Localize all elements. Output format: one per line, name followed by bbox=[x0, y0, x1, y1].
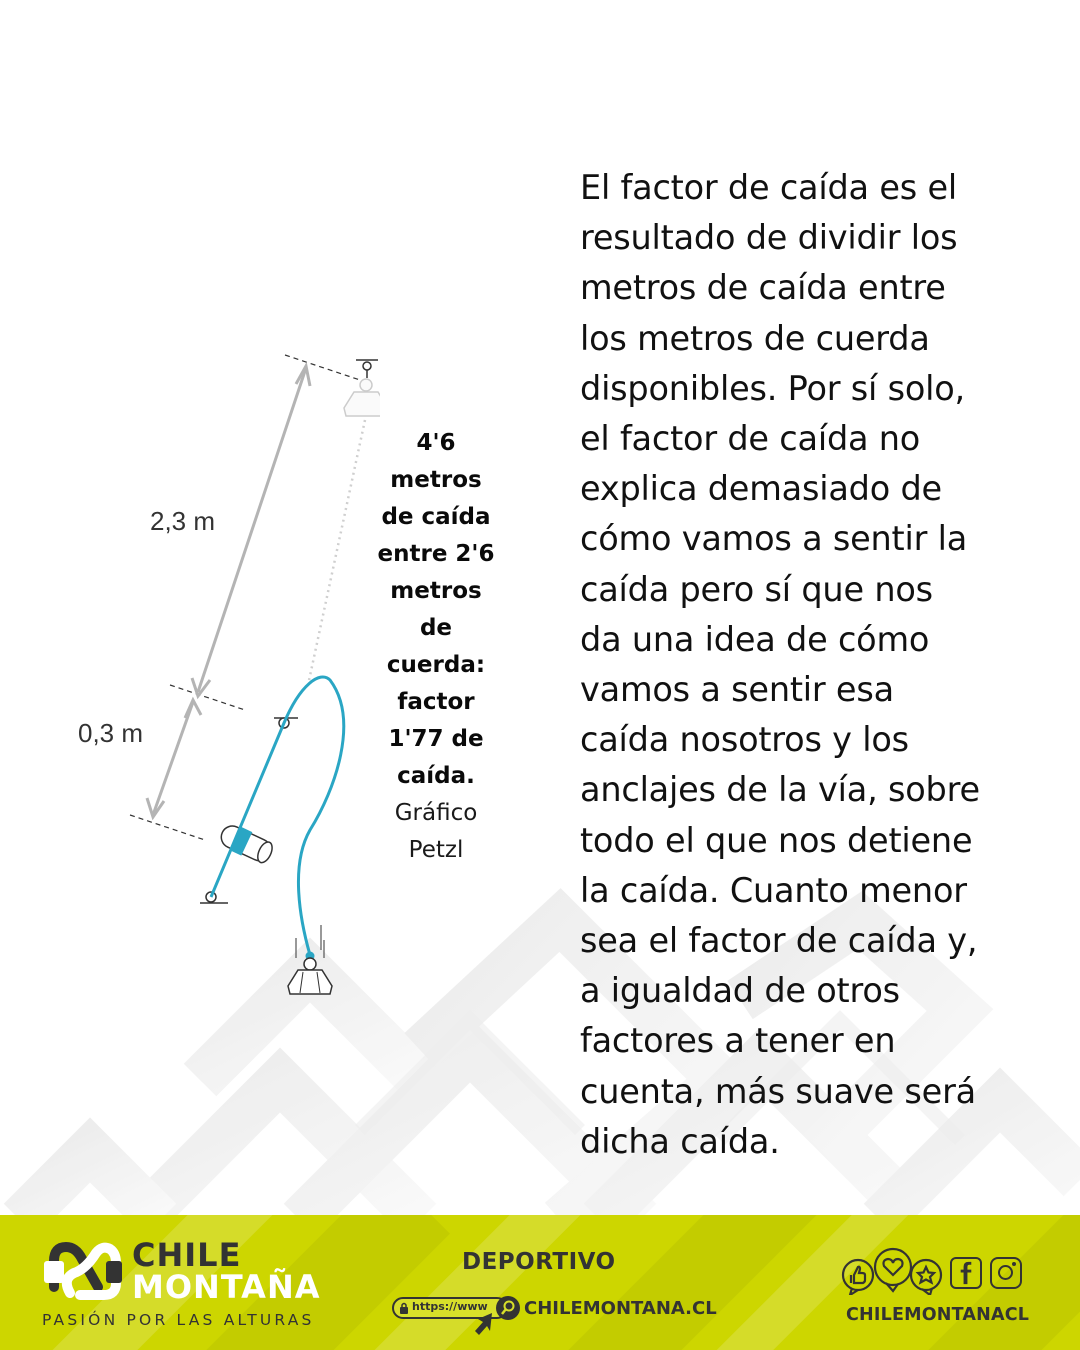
caption-credit: Gráfico bbox=[394, 800, 478, 826]
cursor-arrow-icon bbox=[472, 1311, 498, 1337]
carabiner-logo-icon bbox=[40, 1239, 122, 1301]
body-line: la caída. Cuanto menor bbox=[580, 870, 967, 910]
body-line: cómo vamos a sentir la bbox=[580, 519, 968, 559]
diagram-caption bbox=[370, 425, 502, 869]
lock-icon bbox=[399, 1302, 409, 1314]
reaction-bubbles-icon bbox=[838, 1247, 948, 1295]
body-line: metros de caída entre bbox=[580, 268, 946, 308]
arrow-up-icon bbox=[185, 700, 201, 718]
caption-line: 4'6 bbox=[416, 430, 456, 456]
body-line: los metros de cuerda bbox=[580, 318, 930, 358]
website-link[interactable]: CHILEMONTANA.CL bbox=[524, 1298, 717, 1319]
thumbs-up-icon bbox=[851, 1267, 865, 1283]
body-line: El factor de caída es el bbox=[580, 168, 957, 207]
caption-line: cuerda: bbox=[386, 652, 486, 678]
caption-line: factor bbox=[397, 689, 475, 715]
star-icon bbox=[918, 1267, 934, 1283]
caption-line: metros bbox=[390, 467, 482, 493]
lower-reference-line bbox=[130, 815, 205, 840]
body-paragraph bbox=[580, 163, 1050, 1167]
logo-text-montana: MONTAÑA bbox=[132, 1268, 321, 1306]
dimension-label-upper: 2,3 m bbox=[150, 506, 216, 536]
body-line: sea el factor de caída y, bbox=[580, 921, 978, 961]
footer-banner bbox=[0, 1215, 1080, 1350]
brand-logo[interactable] bbox=[40, 1235, 340, 1345]
ghost-weight-icon bbox=[344, 379, 380, 416]
caption-line: de bbox=[419, 615, 453, 641]
url-text: https://www bbox=[412, 1300, 488, 1313]
body-line: vamos a sentir esa bbox=[580, 670, 894, 710]
body-line: a igualdad de otros bbox=[580, 971, 900, 1011]
social-block bbox=[838, 1245, 1038, 1345]
caption-line: 1'77 de bbox=[388, 726, 484, 752]
search-icon bbox=[495, 1295, 521, 1321]
logo-text-chile: CHILE bbox=[132, 1236, 242, 1274]
caption-credit: Petzl bbox=[408, 837, 464, 863]
heart-icon bbox=[884, 1259, 903, 1275]
body-line: todo el que nos detiene bbox=[580, 820, 973, 860]
instagram-icon[interactable] bbox=[990, 1257, 1022, 1289]
body-line: cuenta, más suave será bbox=[580, 1071, 976, 1111]
falling-weight-icon bbox=[288, 952, 332, 995]
instagram-lens-icon bbox=[998, 1265, 1013, 1280]
facebook-glyph-icon bbox=[952, 1259, 979, 1286]
caption-line: entre 2'6 bbox=[377, 541, 495, 567]
body-line: disponibles. Por sí solo, bbox=[580, 368, 965, 408]
body-line: el factor de caída no bbox=[580, 419, 921, 459]
middle-reference-line bbox=[170, 685, 245, 710]
body-line: da una idea de cómo bbox=[580, 619, 930, 659]
caption-line: de caída bbox=[381, 504, 491, 530]
logo-tagline: PASIÓN POR LAS ALTURAS bbox=[42, 1311, 315, 1329]
caption-line: metros bbox=[390, 578, 482, 604]
instagram-dot-icon bbox=[1012, 1262, 1016, 1266]
dimension-line-lower bbox=[153, 702, 193, 815]
category-label: DEPORTIVO bbox=[462, 1249, 616, 1275]
facebook-icon[interactable] bbox=[950, 1257, 982, 1289]
body-line: explica demasiado de bbox=[580, 469, 942, 509]
url-bar-graphic bbox=[392, 1297, 512, 1323]
body-line: caída nosotros y los bbox=[580, 720, 909, 760]
website-block bbox=[390, 1245, 717, 1345]
body-line: dicha caída. bbox=[580, 1121, 780, 1161]
body-line: resultado de dividir los bbox=[580, 218, 958, 258]
top-anchor-icon bbox=[363, 362, 371, 370]
body-line: factores a tener en bbox=[580, 1021, 896, 1061]
social-handle[interactable]: CHILEMONTANACL bbox=[846, 1305, 1030, 1325]
body-line: caída pero sí que nos bbox=[580, 569, 933, 609]
upper-reference-line bbox=[285, 355, 360, 380]
dimension-label-lower: 0,3 m bbox=[78, 718, 144, 748]
body-line: anclajes de la vía, sobre bbox=[580, 770, 980, 810]
previous-rope-path bbox=[308, 420, 365, 685]
caption-line: caída. bbox=[397, 763, 475, 789]
fall-factor-diagram bbox=[60, 340, 380, 1000]
